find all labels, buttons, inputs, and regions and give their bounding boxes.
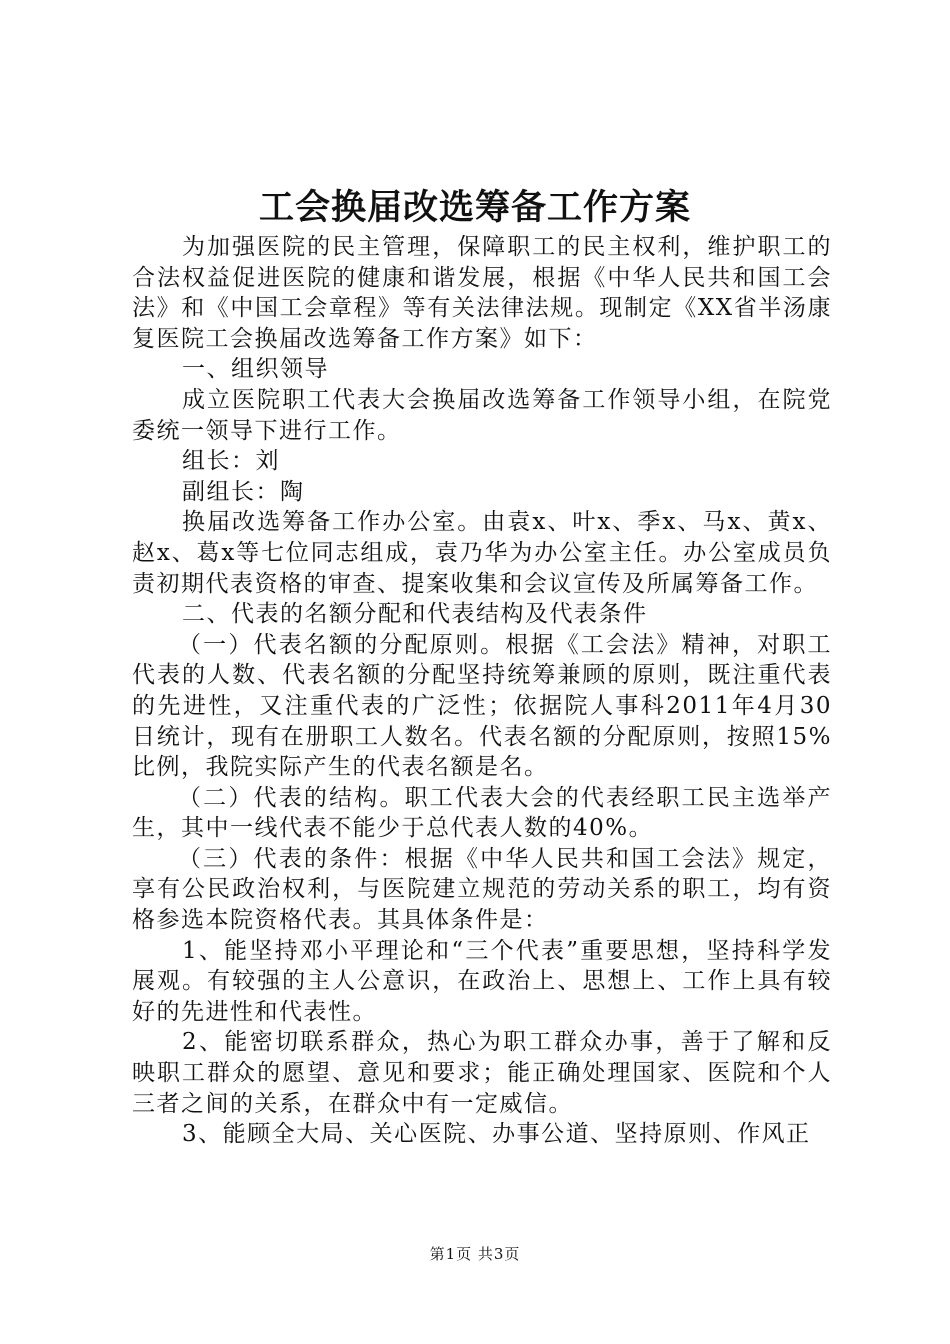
- heading-organization: 一、组织领导: [182, 356, 329, 383]
- paragraph-office: 换届改选筹备工作办公室。由袁x、叶x、季x、马x、黄x、赵x、葛x等七位同志组成，袁乃华为办公室主任。办公室成员负责初期代表资格的审查、提案收集和会议宣传及所属筹备工作。: [132, 509, 832, 597]
- paragraph-structure: （二）代表的结构。职工代表大会的代表经职工民主选举产生，其中一线代表不能少于总代表人数的40%。: [132, 784, 832, 842]
- document-title: 工会换届改选筹备工作方案: [258, 187, 691, 228]
- paragraph-intro: 为加强医院的民主管理，保障职工的民主权利，维护职工的合法权益促进医院的健康和谐发展，根据《中华人民共和国工会法》和《中国工会章程》等有关法律法规。现制定《XX省半汤康复医院工会换届改选筹备工作方案》如下：: [132, 234, 832, 352]
- paragraph-condition-3: 3、能顾全大局、关心医院、办事公道、坚持原则、作风正: [182, 1121, 811, 1148]
- paragraph-conditions: （三）代表的条件：根据《中华人民共和国工会法》规定，享有公民政治权利，与医院建立规范的劳动关系的职工，均有资格参选本院资格代表。其具体条件是：: [132, 845, 832, 934]
- document-body: [132, 232, 832, 1150]
- paragraph-condition-2: 2、能密切联系群众，热心为职工群众办事，善于了解和反映职工群众的愿望、意见和要求；能正确处理国家、医院和个人三者之间的关系，在群众中有一定威信。: [132, 1029, 832, 1117]
- paragraph-condition-1: 1、能坚持邓小平理论和“三个代表”重要思想，坚持科学发展观。有较强的主人公意识，在政治上、思想上、工作上具有较好的先进性和代表性。: [132, 937, 832, 1025]
- heading-representatives: 二、代表的名额分配和代表结构及代表条件: [182, 601, 648, 628]
- paragraph-group-leader: 组长：刘: [182, 448, 280, 475]
- page-number: 第1页 共3页: [429, 1245, 521, 1263]
- paragraph-leading-group: 成立医院职工代表大会换届改选筹备工作领导小组，在院党委统一领导下进行工作。: [132, 386, 832, 444]
- paragraph-quota: （一）代表名额的分配原则。根据《工会法》精神，对职工代表的人数、代表名额的分配坚持统筹兼顾的原则，既注重代表的先进性，又注重代表的广泛性；依据院人事科2011年4月30日统计，现有在册职工人数名。代表名额的分配原则，按照15%比例，我院实际产生的代表名额是名。: [132, 631, 832, 781]
- paragraph-deputy-leader: 副组长：陶: [182, 478, 305, 505]
